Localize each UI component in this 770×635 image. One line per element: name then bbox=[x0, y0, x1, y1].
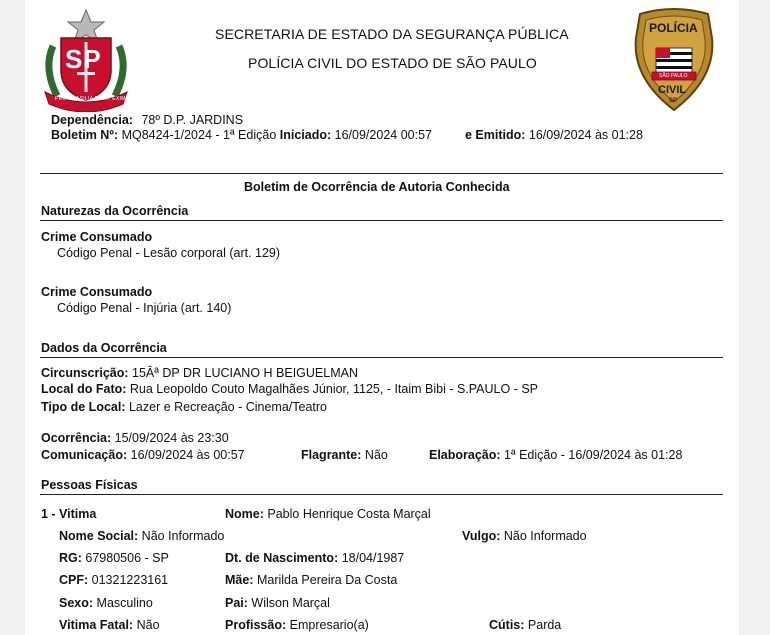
vitima-fatal-value: Não bbox=[136, 618, 160, 632]
cutis-value: Parda bbox=[527, 618, 562, 632]
mae-row bbox=[225, 573, 397, 587]
ocorrencia-row bbox=[41, 431, 229, 445]
policia-civil-badge-logo bbox=[632, 8, 716, 112]
badge-text-civil: CIVIL bbox=[658, 84, 687, 96]
pai-label: Pai: bbox=[225, 596, 248, 610]
dependencia-value: 78º D.P. JARDINS bbox=[141, 113, 244, 127]
badge-text-policia: POLÍCIA bbox=[649, 21, 698, 35]
ocorrencia-value: 15/09/2024 às 23:30 bbox=[114, 431, 229, 445]
iniciado-label: Iniciado: bbox=[279, 128, 332, 142]
comunicacao-value: 16/09/2024 às 00:57 bbox=[130, 448, 245, 462]
elaboracao-label: Elaboração: bbox=[429, 448, 501, 462]
boletim-row bbox=[51, 128, 432, 142]
boletim-label: Boletim Nº: bbox=[51, 128, 119, 142]
nome-row bbox=[225, 507, 431, 521]
sp-coat-of-arms-logo bbox=[39, 8, 133, 112]
circunscricao-value: 15Âª DP DR LUCIANO H BEIGUELMAN bbox=[132, 366, 358, 380]
badge-text-sp: SP bbox=[669, 98, 678, 104]
emitido-value: 16/09/2024 às 01:28 bbox=[528, 128, 643, 142]
comunicacao-label: Comunicação: bbox=[41, 448, 128, 462]
nome-label: Nome: bbox=[225, 507, 264, 521]
seal-letters: SP bbox=[65, 44, 102, 74]
profissao-row bbox=[225, 618, 369, 632]
cutis-label: Cútis: bbox=[489, 618, 525, 632]
divider-top bbox=[40, 173, 723, 174]
elaboracao-row bbox=[429, 448, 682, 462]
nascimento-row bbox=[225, 551, 404, 565]
flagrante-row bbox=[301, 448, 388, 462]
cpf-label: CPF: bbox=[59, 573, 89, 587]
nome-social-row bbox=[59, 529, 224, 543]
vulgo-label: Vulgo: bbox=[462, 529, 501, 543]
section-title-pessoas: Pessoas Físicas bbox=[41, 478, 138, 492]
natureza-type-1: Crime Consumado bbox=[41, 230, 153, 244]
profissao-value: Empresario(a) bbox=[289, 618, 369, 632]
nome-value: Pablo Henrique Costa Marçal bbox=[267, 507, 431, 521]
cpf-row bbox=[59, 573, 168, 587]
divider-naturezas bbox=[40, 220, 723, 221]
comunicacao-row bbox=[41, 448, 245, 462]
badge-banner-text: SÃO PAULO bbox=[659, 73, 688, 79]
person-title: 1 - Vitima bbox=[41, 507, 97, 521]
document-page bbox=[25, 0, 739, 635]
rg-value: 67980506 - SP bbox=[85, 551, 169, 565]
vulgo-value: Não Informado bbox=[503, 529, 587, 543]
natureza-type-2: Crime Consumado bbox=[41, 285, 153, 299]
iniciado-value: 16/09/2024 00:57 bbox=[334, 128, 432, 142]
pai-row bbox=[225, 596, 330, 610]
elaboracao-value: 1ª Edição - 16/09/2024 às 01:28 bbox=[504, 448, 683, 462]
local-label: Local do Fato: bbox=[41, 382, 127, 396]
document-title: Boletim de Ocorrência de Autoria Conhecida bbox=[244, 180, 510, 194]
tipo-local-value: Lazer e Recreação - Cinema/Teatro bbox=[128, 400, 327, 414]
natureza-desc-1: Código Penal - Lesão corporal (art. 129) bbox=[57, 246, 281, 260]
sexo-value: Masculino bbox=[96, 596, 153, 610]
header-title-policia: POLÍCIA CIVIL DO ESTADO DE SÃO PAULO bbox=[248, 55, 537, 71]
tipo-local-label: Tipo de Local: bbox=[41, 400, 126, 414]
pai-value: Wilson Marçal bbox=[251, 596, 330, 610]
vitima-fatal-label: Vitima Fatal: bbox=[59, 618, 134, 632]
sexo-row bbox=[59, 596, 153, 610]
cpf-value: 01321223161 bbox=[91, 573, 169, 587]
vitima-fatal-row bbox=[59, 618, 160, 632]
mae-label: Mãe: bbox=[225, 573, 254, 587]
rg-row bbox=[59, 551, 169, 565]
tipo-local-row bbox=[41, 400, 327, 414]
nome-social-label: Nome Social: bbox=[59, 529, 139, 543]
profissao-label: Profissão: bbox=[225, 618, 287, 632]
circunscricao-label: Circunscrição: bbox=[41, 366, 129, 380]
nascimento-value: 18/04/1987 bbox=[341, 551, 405, 565]
local-value: Rua Leopoldo Couto Magalhães Júnior, 1125, - Itaim Bibi - S.PAULO - SP bbox=[129, 382, 538, 396]
cutis-row bbox=[489, 618, 561, 632]
section-title-naturezas: Naturezas da Ocorrência bbox=[41, 204, 189, 218]
local-row bbox=[41, 382, 538, 396]
boletim-value: MQ8424-1/2024 - 1ª Edição bbox=[121, 128, 277, 142]
divider-dados bbox=[40, 357, 723, 358]
section-title-dados: Dados da Ocorrência bbox=[41, 341, 167, 355]
flagrante-value: Não bbox=[364, 448, 388, 462]
header-title-secretaria: SECRETARIA DE ESTADO DA SEGURANÇA PÚBLICA bbox=[215, 26, 569, 42]
dependencia-row bbox=[51, 113, 243, 127]
emitido-label: e Emitido: bbox=[465, 128, 526, 142]
divider-pessoas bbox=[40, 494, 723, 495]
rg-label: RG: bbox=[59, 551, 82, 565]
flagrante-label: Flagrante: bbox=[301, 448, 362, 462]
emitido-row bbox=[465, 128, 643, 142]
ocorrencia-label: Ocorrência: bbox=[41, 431, 112, 445]
vulgo-row bbox=[462, 529, 587, 543]
nascimento-label: Dt. de Nascimento: bbox=[225, 551, 339, 565]
sexo-label: Sexo: bbox=[59, 596, 94, 610]
natureza-desc-2: Código Penal - Injúria (art. 140) bbox=[57, 301, 232, 315]
seal-motto: PRO BRASILIA FIANT EXIMIA bbox=[55, 96, 132, 102]
circunscricao-row bbox=[41, 366, 358, 380]
nome-social-value: Não Informado bbox=[141, 529, 225, 543]
mae-value: Marilda Pereira Da Costa bbox=[256, 573, 398, 587]
dependencia-label: Dependência: bbox=[51, 113, 133, 127]
